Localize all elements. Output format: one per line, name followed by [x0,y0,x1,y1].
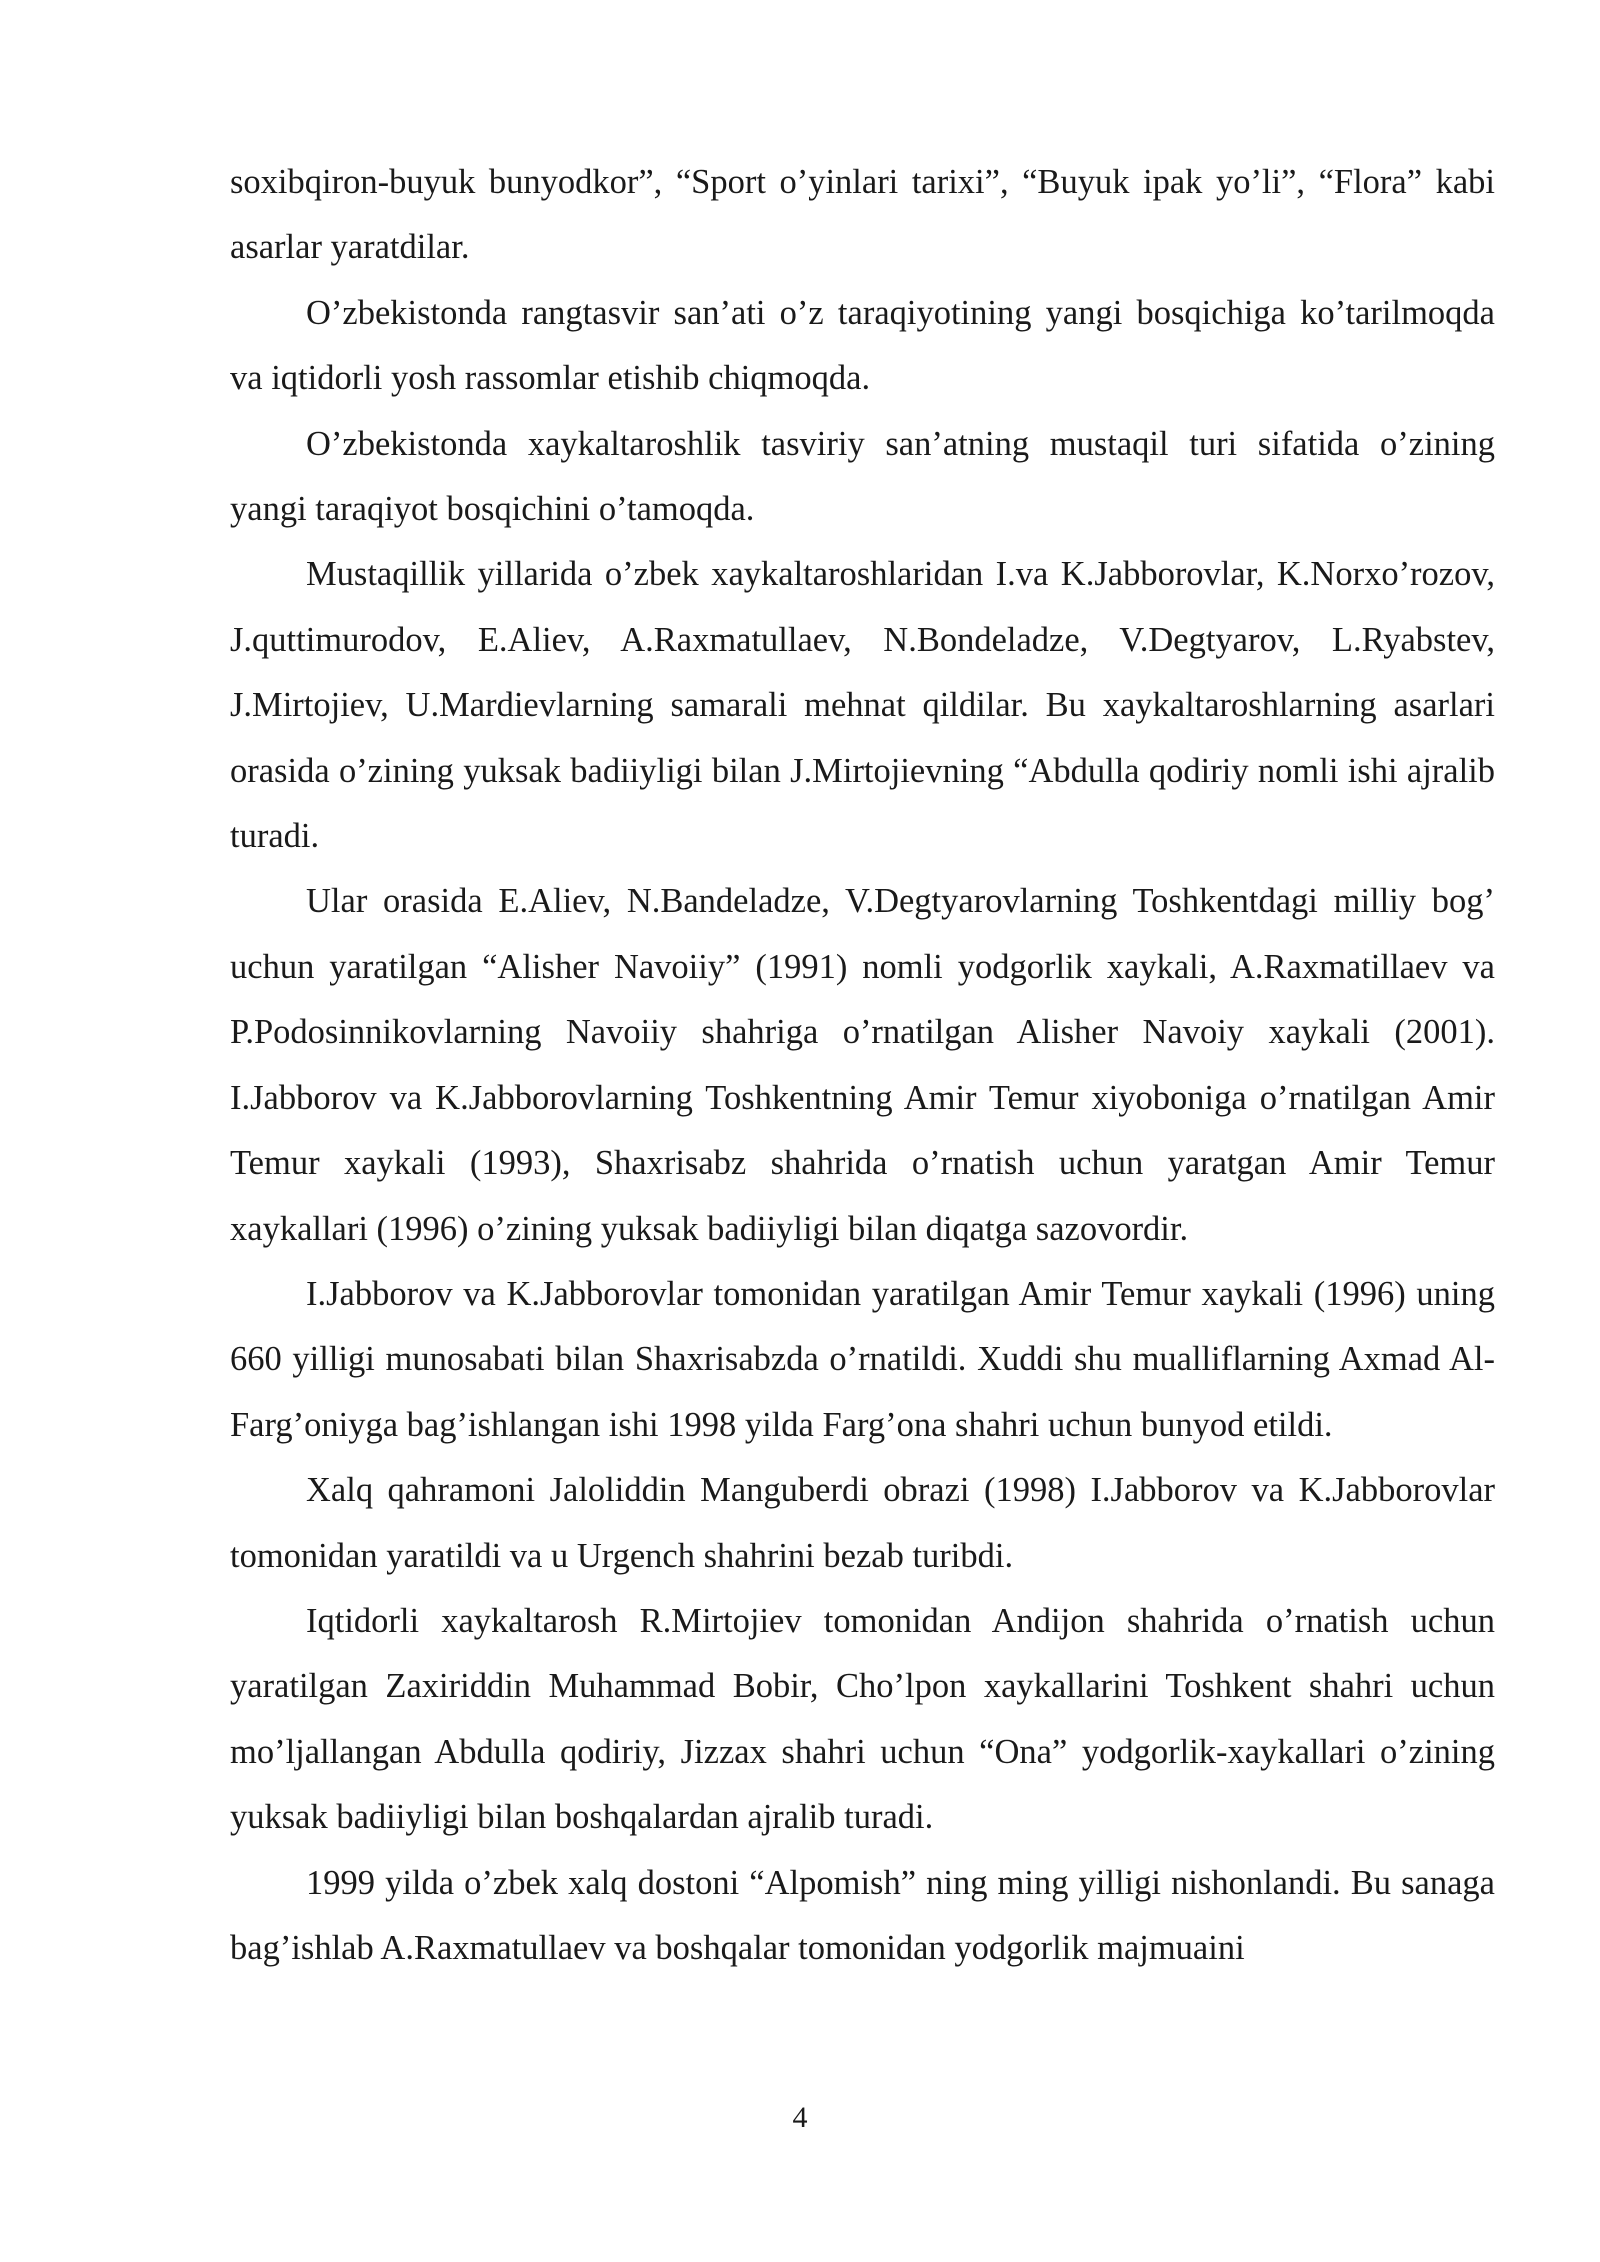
paragraph: Mustaqillik yillarida o’zbek xaykaltaroshlaridan I.va K.Jabborovlar, K.Norxo’rozov, J.quttimurodov, E.Aliev, A.Raxmatullaev, N.Bondeladze, V.Degtyarov, L.Ryabstev, J.Mirtojiev, U.Mardievlarning samarali mehnat qildilar. Bu xaykaltaroshlarning asarlari orasida o’zining yuksak badiiyligi bilan J.Mirtojievning “Abdulla qodiriy nomli ishi ajralib turadi. [230,555,1495,856]
paragraph: O’zbekistonda rangtasvir san’ati o’z taraqiyotining yangi bosqichiga ko’tarilmoqda va iqtidorli yosh rassomlar etishib chiqmoqda. [230,293,1495,398]
page-number: 4 [792,2101,808,2134]
paragraph: O’zbekistonda xaykaltaroshlik tasviriy san’atning mustaqil turi sifatida o’zining yangi taraqiyot bosqichini o’tamoqda. [230,424,1495,529]
paragraph: 1999 yilda o’zbek xalq dostoni “Alpomish” ning ming yilligi nishonlandi. Bu sanaga bag’ishlab A.Raxmatullaev va boshqalar tomonidan yodgorlik majmuaini [230,1863,1495,1967]
paragraph: Iqtidorli xaykaltarosh R.Mirtojiev tomonidan Andijon shahrida o’rnatish uchun yaratilgan Zaxiriddin Muhammad Bobir, Cho’lpon xaykallarini Toshkent shahri uchun mo’ljallangan Abdulla qodiriy, Jizzax shahri uchun “Ona” yodgorlik-xaykallari o’zining yuksak badiiyligi bilan boshqalardan ajralib turadi. [230,1601,1495,1837]
paragraph-continuation: soxibqiron-buyuk bunyodkor”, “Sport o’yinlari tarixi”, “Buyuk ipak yo’li”, “Flora” kabi asarlar yaratdilar. [230,163,1495,267]
paragraph: Ular orasida E.Aliev, N.Bandeladze, V.Degtyarovlarning Toshkentdagi milliy bog’ uchun yaratilgan “Alisher Navoiiy” (1991) nomli yodgorlik xaykali, A.Raxmatillaev va P.Podosinnikovlarning Navoiiy shahriga o’rnatilgan Alisher Navoiy xaykali (2001). I.Jabborov va K.Jabborovlarning Toshkentning Amir Temur xiyoboniga o’rnatilgan Amir Temur xaykali (1993), Shaxrisabz shahrida o’rnatish uchun yaratgan Amir Temur xaykallari (1996) o’zining yuksak badiiyligi bilan diqatga sazovordir. [230,882,1495,1248]
body-text [230,150,1495,1981]
paragraph: Xalq qahramoni Jaloliddin Manguberdi obrazi (1998) I.Jabborov va K.Jabborovlar tomonidan yaratildi va u Urgench shahrini bezab turibdi. [230,1471,1495,1575]
paragraph: I.Jabborov va K.Jabborovlar tomonidan yaratilgan Amir Temur xaykali (1996) uning 660 yilligi munosabati bilan Shaxrisabzda o’rnatildi. Xuddi shu mualliflarning Axmad Al-Farg’oniyga bag’ishlangan ishi 1998 yilda Farg’ona shahri uchun bunyod etildi. [230,1274,1495,1444]
